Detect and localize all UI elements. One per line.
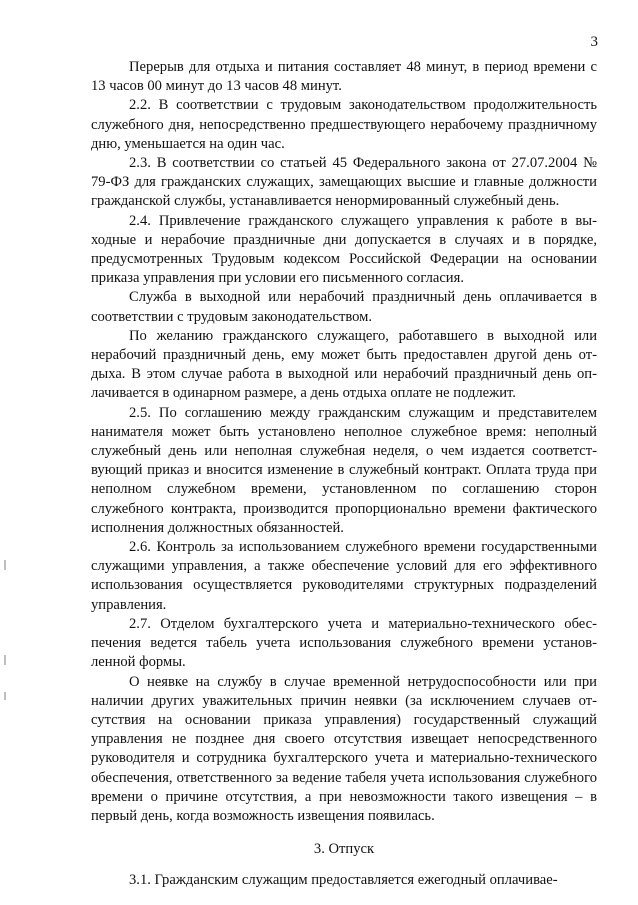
page-number: 3 <box>590 34 598 50</box>
document-body <box>91 58 597 891</box>
margin-mark <box>4 655 6 665</box>
margin-mark <box>4 560 6 570</box>
paragraph-2-4: 2.4. Привлечение гражданского служащего управления к работе в выходные и нерабочие праздничные дни допускается в случаях и в порядке, предусмотренных Трудовым кодексом Российской Федерации на основании приказа управления при условии его письменного согласия. <box>91 212 597 287</box>
paragraph-holiday-pay: Служба в выходной или нерабочий праздничный день оплачивается в соответствии с трудовым законодательством. <box>91 289 597 325</box>
paragraph-2-6: 2.6. Контроль за использованием служебного времени государственными служащими управления, а также обеспечение условий для его эффективного использования осуществляется руководителями структурных подразделений управления. <box>91 539 597 613</box>
paragraph-absence-notice: О неявке на службу в случае временной нетрудоспособности или при наличии других уважительных причин неявки (за исключением случаев отсутствия на основании приказа управления) государственный служащий управления не позднее дня своего отсутствия извещает непосредственного руководителя и сотрудника бухгалтерского учета и материально-технического обеспечения, ответственного за ведение табеля учета использования служебного времени о причине отсутствия, а при невозможности такого извещения – в первый день, когда возможность извещения появилась. <box>91 673 597 824</box>
margin-mark <box>4 692 6 700</box>
paragraph-2-2: 2.2. В соответствии с трудовым законодательством продолжительность служебного дня, непосредственно предшествующего нерабочему праздничному дню, уменьшается на один час. <box>91 97 597 152</box>
paragraph-2-5: 2.5. По соглашению между гражданским служащим и представителем нанимателя может быть установлено неполное служебное время: неполный служебный день или неполная служебная неделя, о чем издается соответствующий приказ и вносится изменение в служебный контракт. Оплата труда при неполном служебном времени, установленном по соглашению сторон служебного контракта, производится пропорционально времени фактического исполнения должностных обязанностей. <box>91 404 597 536</box>
section-title: 3. Отпуск <box>313 841 375 858</box>
paragraph-day-off: По желанию гражданского служащего, работавшего в выходной или нерабочий праздничный день, ему может быть предоставлен другой день отдыха. В этом случае работа в выходной или нерабочий праздничный день оплачивается в одинарном размере, а день отдыха оплате не подлежит. <box>91 327 597 402</box>
paragraph-break-time: Перерыв для отдыха и питания составляет 48 минут, в период времени с 13 часов 00 минут до 13 часов 48 минут. <box>91 59 597 95</box>
paragraph-2-3: 2.3. В соответствии со статьей 45 Федерального закона от 27.07.2004 № 79-ФЗ для гражданских служащих, замещающих высшие и главные должности гражданской службы, устанавливается ненормированный служебный день. <box>91 155 597 210</box>
paragraph-3-1: 3.1. Гражданским служащим предоставляется ежегодный оплачивае- <box>129 872 558 889</box>
paragraph-2-7: 2.7. Отделом бухгалтерского учета и материально-технического обеспечения ведется табель учета использования служебного времени установленной формы. <box>91 615 597 671</box>
